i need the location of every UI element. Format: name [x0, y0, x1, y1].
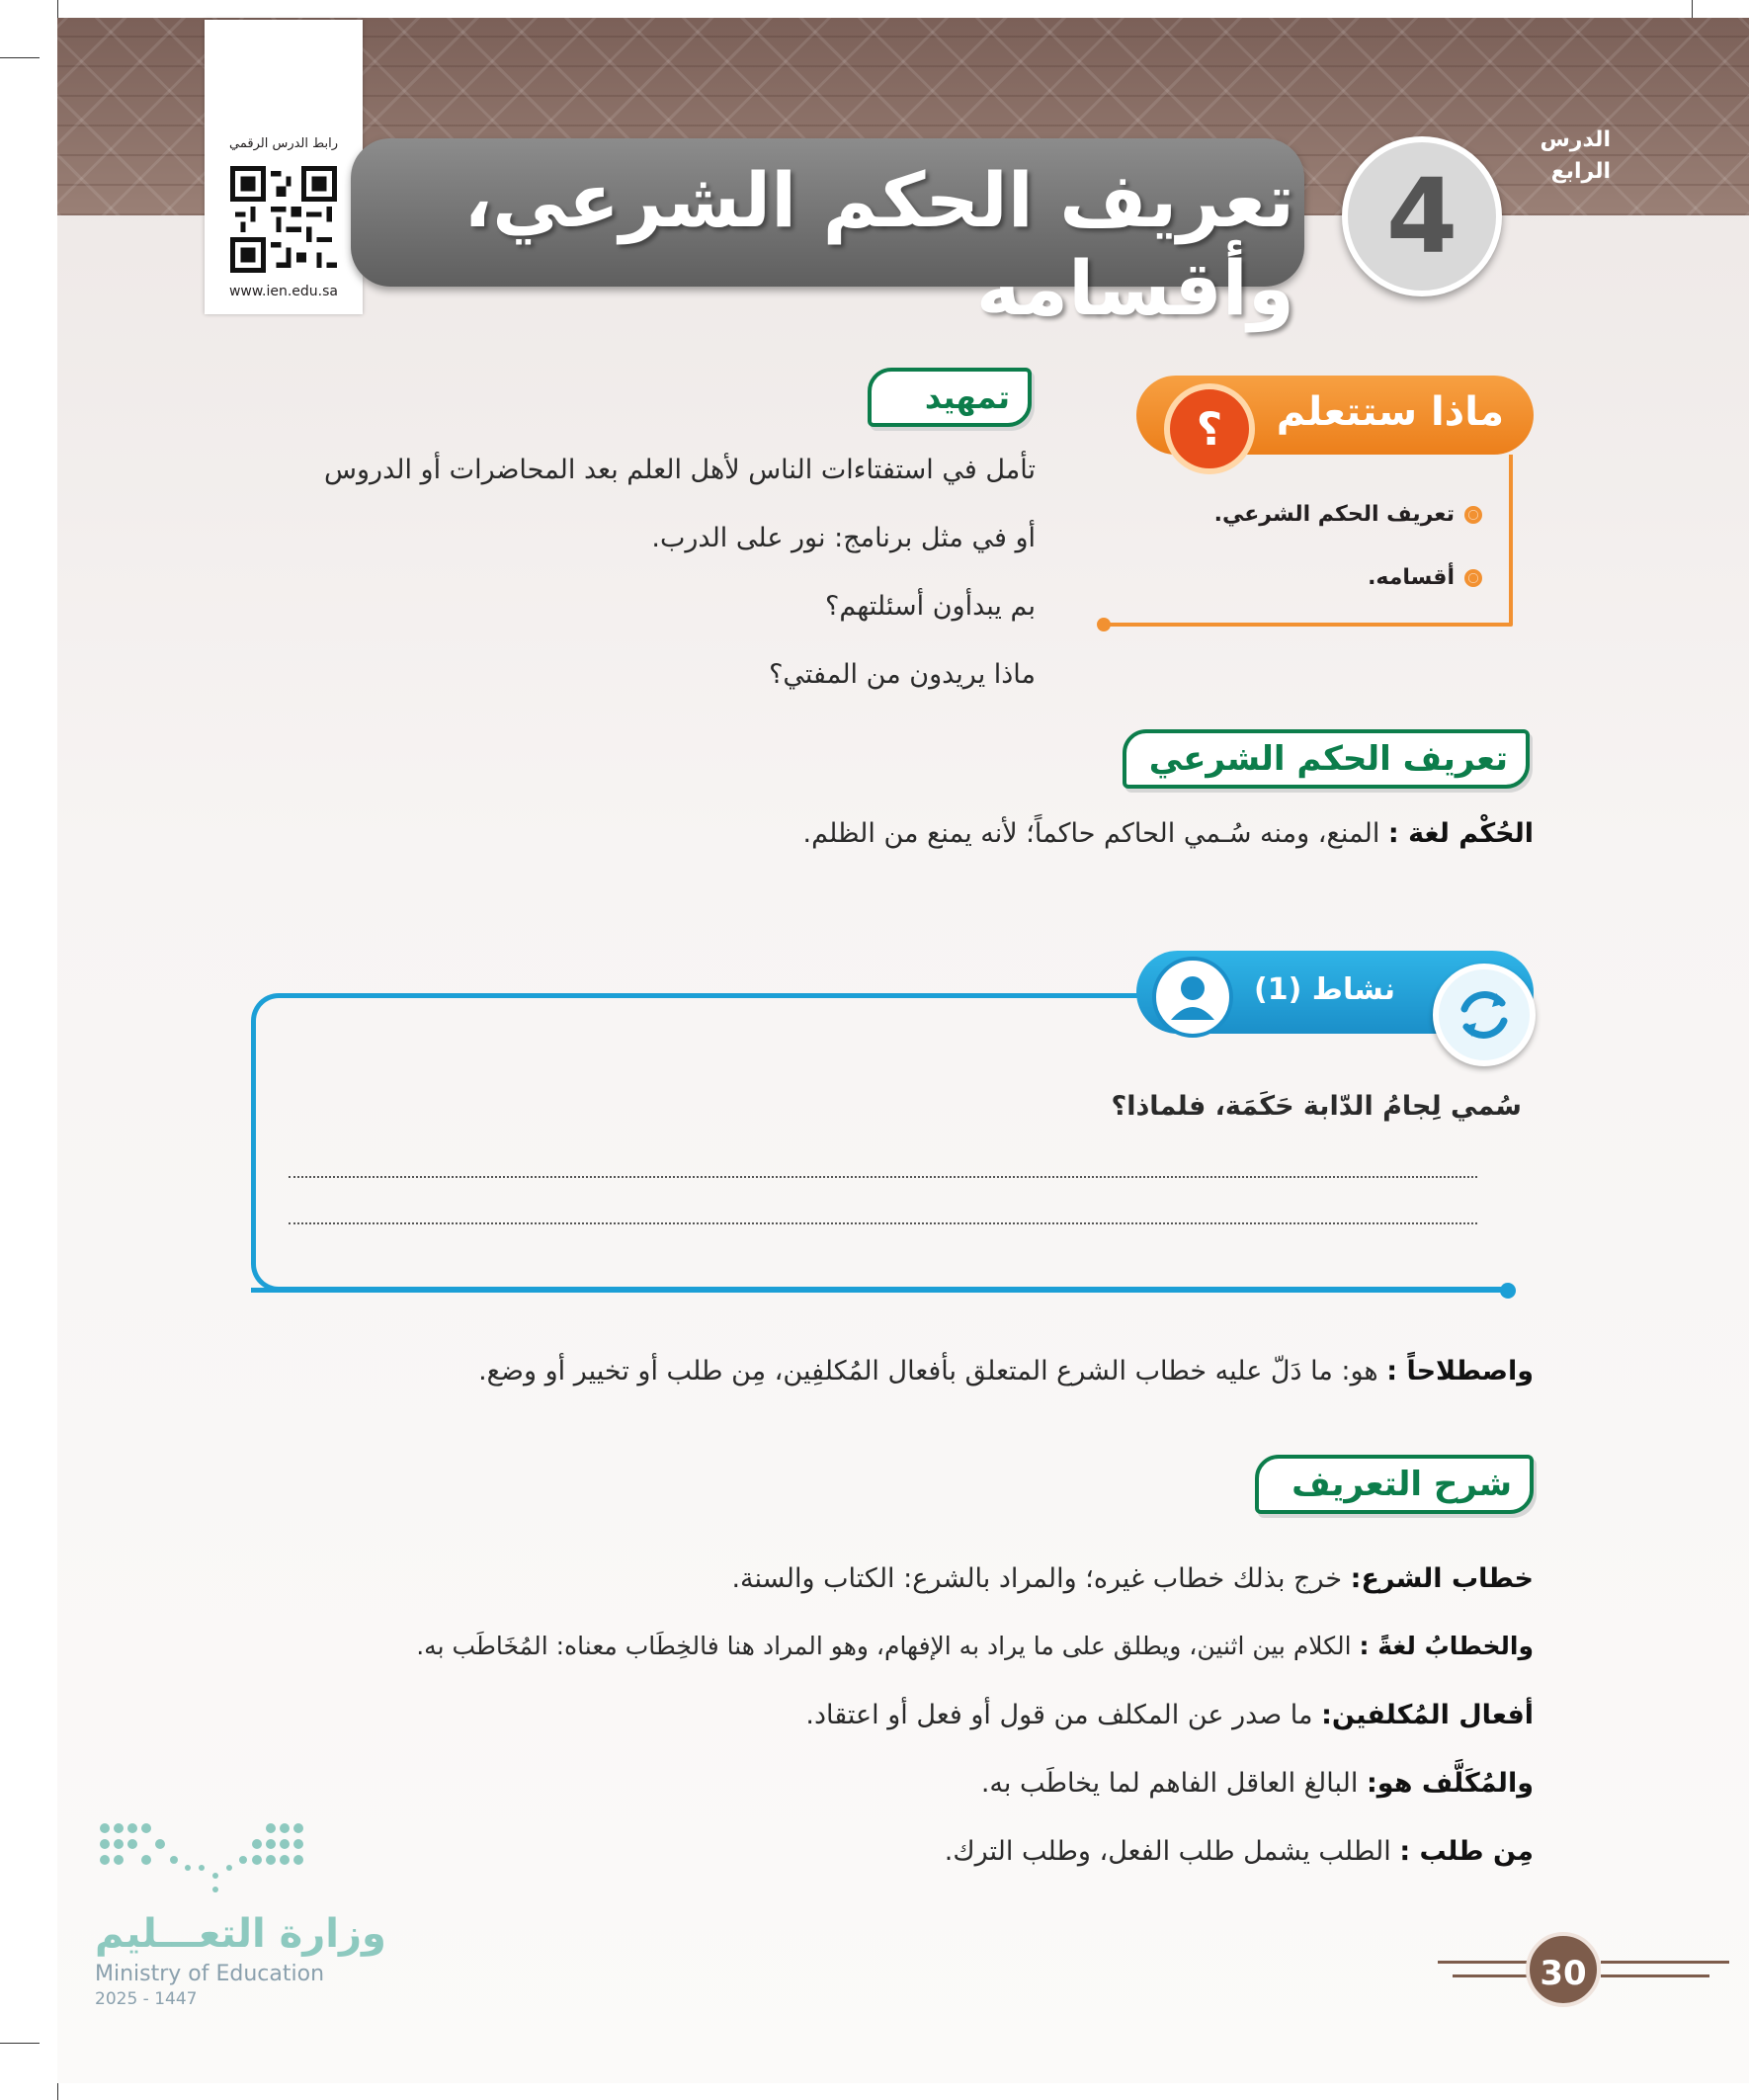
definition-term: [296, 1356, 1534, 1386]
learn-box-dot: [1097, 618, 1111, 631]
explanation-row: [198, 1700, 1534, 1730]
definition-language-term: الحُكْم لغة :: [1387, 818, 1534, 849]
edition-year: 2025 - 1447: [95, 1989, 198, 2009]
lesson-title: تعريف الحكم الشرعي، وأقسامه: [463, 156, 1294, 332]
page-number: 30: [1526, 1932, 1601, 2007]
page-number-rule: [1438, 1961, 1527, 1964]
learn-box-title: ماذا ستتعلم: [1276, 389, 1504, 435]
explanation-term: خطاب الشرع:: [1350, 1563, 1534, 1594]
page-number-rule: [1601, 1974, 1709, 1977]
activity-title: نشاط (1): [1254, 972, 1395, 1007]
definition-heading: تعريف الحكم الشرعي: [1123, 729, 1530, 789]
qr-url[interactable]: www.ien.edu.sa: [228, 284, 339, 299]
lesson-label-line1: الدرس: [1540, 127, 1611, 152]
explanation-row: [198, 1836, 1534, 1867]
bullet-icon: [1464, 506, 1482, 524]
explanation-heading: شرح التعريف: [1255, 1455, 1534, 1514]
explanation-text: البالغ العاقل الفاهم لما يخاطَب به.: [980, 1768, 1359, 1799]
crop-mark: [0, 2043, 40, 2044]
activity-question: سُمي لِجامُ الدّابة حَكَمَة، فلماذا؟: [1111, 1091, 1522, 1122]
question-mark-icon: ؟: [1164, 383, 1255, 474]
activity-box-border: [251, 1288, 1506, 1293]
explanation-term: والمُكَلَّف هو:: [1366, 1768, 1534, 1799]
bullet-icon: [1464, 569, 1482, 587]
qr-label: رابط الدرس الرقمي: [229, 136, 338, 151]
qr-card[interactable]: [205, 20, 363, 314]
lesson-label-line2: الرابع: [1550, 159, 1611, 184]
learn-item: أقسامه.: [1087, 565, 1482, 590]
answer-line[interactable]: [289, 1222, 1477, 1224]
qr-code-icon: [230, 166, 337, 273]
explanation-text: الكلام بين اثنين، ويطلق على ما يراد به الإفهام، وهو المراد هنا فالخِطَاب معناه: المُخَاطَب به.: [416, 1632, 1352, 1660]
learn-item: تعريف الحكم الشرعي.: [1087, 502, 1482, 527]
lesson-label: [1512, 125, 1611, 188]
explanation-text: الطلب يشمل طلب الفعل، وطلب الترك.: [944, 1836, 1391, 1867]
activity-box-dot: [1500, 1283, 1516, 1299]
explanation-row: [198, 1768, 1534, 1799]
explanation-text: خرج بذلك خطاب غيره؛ والمراد بالشرع: الكتاب والسنة.: [731, 1563, 1343, 1594]
learn-box-border: [1102, 623, 1513, 627]
explanation-row: [198, 1632, 1534, 1660]
activity-box: [251, 993, 1506, 1292]
ministry-name-english: Ministry of Education: [95, 1962, 325, 1986]
person-icon: [1152, 957, 1233, 1038]
explanation-row: [198, 1563, 1534, 1594]
intro-line: بم يبدأون أسئلتهم؟: [825, 591, 1036, 622]
definition-language-text: المنع، ومنه سُـمي الحاكم حاكماً؛ لأنه يمنع من الظلم.: [802, 818, 1380, 849]
lesson-number: 4: [1342, 136, 1502, 296]
definition-language: [296, 818, 1534, 849]
explanation-term: والخطابُ لغةً :: [1359, 1632, 1534, 1660]
intro-line: تأمل في استفتاءات الناس لأهل العلم بعد المحاضرات أو الدروس: [324, 455, 1036, 485]
crop-mark: [0, 57, 40, 58]
explanation-term: مِن طلب :: [1399, 1836, 1534, 1867]
intro-line: ماذا يريدون من المفتي؟: [769, 659, 1036, 690]
definition-term-label: واصطلاحاً :: [1386, 1356, 1534, 1386]
explanation-term: أفعال المُكلفين:: [1321, 1700, 1534, 1730]
learn-box-border: [1509, 455, 1513, 625]
explanation-text: ما صدر عن المكلف من قول أو فعل أو اعتقاد.: [805, 1700, 1313, 1730]
definition-term-text: هو: ما دَلّ عليه خطاب الشرع المتعلق بأفعال المُكلفِين، مِن طلب أو تخيير أو وضع.: [478, 1356, 1378, 1386]
page-number-rule: [1453, 1974, 1527, 1977]
answer-line[interactable]: [289, 1176, 1477, 1178]
page-number-rule: [1601, 1961, 1729, 1964]
ministry-name-arabic: وزارة التعـــليم: [95, 1911, 386, 1957]
ministry-logo-icon: [97, 1818, 310, 1897]
intro-line: أو في مثل برنامج: نور على الدرب.: [651, 523, 1036, 553]
refresh-cycle-icon: [1433, 964, 1536, 1066]
intro-heading: تمهيد: [868, 368, 1032, 427]
